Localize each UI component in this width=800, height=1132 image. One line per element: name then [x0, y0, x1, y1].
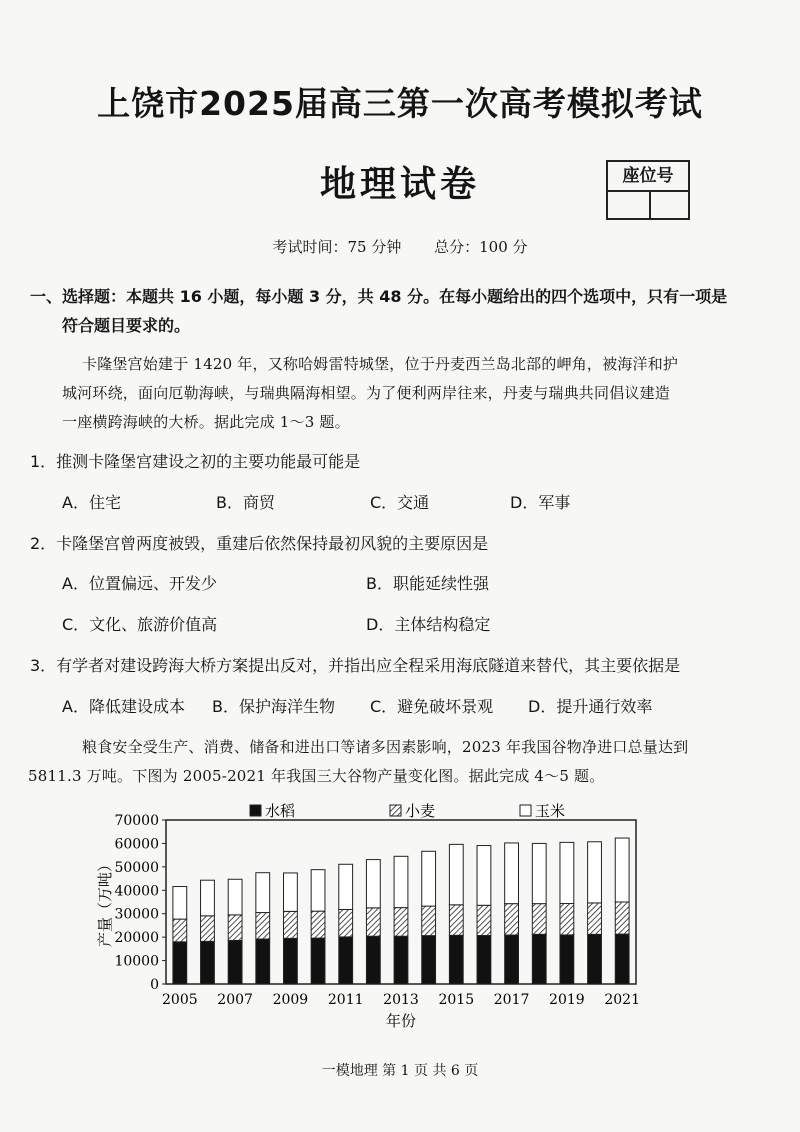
bar-水稻-2014 — [422, 936, 436, 984]
question-2-option-b: B．职能延续性强 — [366, 574, 489, 593]
question-1-option-c: C．交通 — [370, 493, 430, 512]
bar-小麦-2016 — [477, 905, 491, 935]
bar-玉米-2006 — [201, 880, 215, 916]
legend-label-玉米: 玉米 — [535, 802, 566, 820]
y-tick-label: 40000 — [114, 883, 159, 900]
bar-水稻-2012 — [366, 936, 380, 984]
bar-玉米-2015 — [449, 844, 463, 904]
x-tick-label: 2005 — [162, 992, 198, 1008]
bar-水稻-2020 — [588, 934, 602, 984]
bar-玉米-2005 — [173, 887, 187, 920]
y-tick-label: 20000 — [114, 930, 159, 947]
legend-swatch-玉米 — [520, 805, 531, 816]
x-tick-label: 2015 — [438, 992, 475, 1008]
bar-小麦-2006 — [201, 916, 215, 942]
bar-水稻-2005 — [173, 942, 187, 984]
x-tick-label: 2017 — [493, 992, 530, 1008]
bar-小麦-2012 — [366, 908, 380, 936]
question-3-option-b: B．保护海洋生物 — [212, 697, 335, 716]
bar-玉米-2009 — [284, 873, 298, 911]
bar-玉米-2011 — [339, 864, 353, 909]
bar-水稻-2021 — [615, 934, 629, 984]
y-tick-label: 0 — [150, 977, 159, 993]
bar-水稻-2019 — [560, 935, 574, 984]
bar-玉米-2013 — [394, 856, 408, 907]
question-3-option-d: D．提升通行效率 — [528, 697, 653, 716]
question-1-stem: 1．推测卡隆堡宫建设之初的主要功能最可能是 — [30, 452, 361, 471]
bar-水稻-2010 — [311, 938, 325, 984]
bar-玉米-2016 — [477, 846, 491, 906]
bar-小麦-2014 — [422, 906, 436, 936]
y-tick-label: 30000 — [114, 906, 159, 923]
legend-label-水稻: 水稻 — [265, 802, 296, 820]
bar-水稻-2007 — [228, 940, 242, 984]
y-tick-label: 50000 — [114, 859, 159, 876]
bar-水稻-2013 — [394, 936, 408, 984]
x-tick-label: 2007 — [217, 992, 253, 1008]
bar-水稻-2018 — [532, 934, 546, 984]
bar-小麦-2021 — [615, 902, 629, 934]
bar-玉米-2008 — [256, 873, 270, 913]
bar-水稻-2016 — [477, 936, 491, 984]
legend-label-小麦: 小麦 — [405, 802, 436, 820]
bar-小麦-2007 — [228, 915, 242, 941]
grain-production-chart — [90, 800, 650, 1040]
y-tick-label: 70000 — [114, 813, 159, 829]
question-2-option-d: D．主体结构稳定 — [366, 615, 491, 634]
total-score: 总分：100 分 — [434, 238, 528, 256]
question-1-option-b: B．商贸 — [216, 493, 275, 512]
bar-小麦-2017 — [505, 904, 519, 935]
bar-小麦-2009 — [284, 911, 298, 938]
question-3-option-a: A．降低建设成本 — [62, 697, 185, 716]
passage1-line2: 城河环绕，面向厄勒海峡，与瑞典隔海相望。为了便利两岸往来，丹麦与瑞典共同倡议建造 — [62, 384, 671, 402]
legend-swatch-水稻 — [250, 805, 261, 816]
y-axis-label: 产量（万吨） — [96, 856, 114, 948]
passage1-line1: 卡隆堡宫始建于 1420 年，又称哈姆雷特城堡，位于丹麦西兰岛北部的岬角，被海洋和护 — [82, 355, 679, 373]
bar-小麦-2008 — [256, 913, 270, 939]
x-tick-label: 2013 — [383, 992, 419, 1008]
question-2-option-a: A．位置偏远、开发少 — [62, 574, 217, 593]
bar-小麦-2013 — [394, 908, 408, 937]
question-3-stem: 3．有学者对建设跨海大桥方案提出反对，并指出应全程采用海底隧道来替代，其主要依据是 — [30, 656, 681, 675]
section-heading-cont: 符合题目要求的。 — [62, 316, 191, 335]
bar-玉米-2017 — [505, 843, 519, 904]
bar-水稻-2017 — [505, 935, 519, 984]
section-heading: 一、选择题：本题共 16 小题，每小题 3 分，共 48 分。在每小题给出的四个选项中，只有一项是 — [30, 287, 728, 306]
x-tick-label: 2019 — [549, 992, 585, 1008]
question-3-option-c: C．避免破坏景观 — [370, 697, 494, 716]
bar-小麦-2011 — [339, 909, 353, 936]
passage2-line2: 5811.3 万吨。下图为 2005-2021 年我国三大谷物产量变化图。据此完成 4～5 题。 — [28, 767, 605, 785]
passage2-line1: 粮食安全受生产、消费、储备和进出口等诸多因素影响，2023 年我国谷物净进口总量达到 — [82, 738, 689, 756]
x-tick-label: 2021 — [604, 992, 640, 1008]
x-axis-label: 年份 — [385, 1012, 417, 1030]
question-2-option-c: C．文化、旅游价值高 — [62, 615, 218, 634]
exam-time: 考试时间：75 分钟 — [272, 238, 402, 256]
exam-title: 上饶市2025届高三第一次高考模拟考试 — [97, 84, 703, 123]
x-tick-label: 2011 — [327, 992, 364, 1008]
bar-小麦-2020 — [588, 903, 602, 934]
passage1-line3: 一座横跨海峡的大桥。据此完成 1～3 题。 — [62, 413, 350, 431]
bar-玉米-2020 — [588, 842, 602, 903]
bar-小麦-2010 — [311, 911, 325, 938]
bar-水稻-2015 — [449, 935, 463, 984]
bar-小麦-2015 — [449, 905, 463, 935]
y-tick-label: 10000 — [114, 953, 159, 970]
subject-title: 地理试卷 — [319, 164, 480, 205]
question-1-option-d: D．军事 — [510, 493, 571, 512]
seat-number-box — [606, 160, 690, 220]
question-1-option-a: A．住宅 — [62, 493, 121, 512]
bar-玉米-2007 — [228, 879, 242, 915]
bar-小麦-2005 — [173, 919, 187, 942]
bar-小麦-2019 — [560, 904, 574, 935]
question-2-stem: 2．卡隆堡宫曾两度被毁，重建后依然保持最初风貌的主要原因是 — [30, 534, 489, 553]
bar-玉米-2010 — [311, 870, 325, 911]
seat-number-label: 座位号 — [608, 162, 688, 192]
bar-水稻-2011 — [339, 937, 353, 984]
page-footer: 一模地理 第 1 页 共 6 页 — [321, 1063, 479, 1079]
bar-玉米-2014 — [422, 851, 436, 906]
bar-水稻-2006 — [201, 941, 215, 984]
x-tick-label: 2009 — [272, 992, 309, 1008]
bar-玉米-2021 — [615, 838, 629, 902]
y-tick-label: 60000 — [114, 836, 159, 853]
legend-swatch-小麦 — [390, 805, 401, 816]
bar-玉米-2019 — [560, 842, 574, 903]
bar-玉米-2012 — [366, 860, 380, 908]
exam-meta — [0, 236, 800, 257]
seat-cell-divider — [649, 192, 651, 218]
bar-水稻-2008 — [256, 939, 270, 984]
bar-玉米-2018 — [532, 843, 546, 903]
bar-水稻-2009 — [284, 938, 298, 984]
bar-小麦-2018 — [532, 904, 546, 935]
